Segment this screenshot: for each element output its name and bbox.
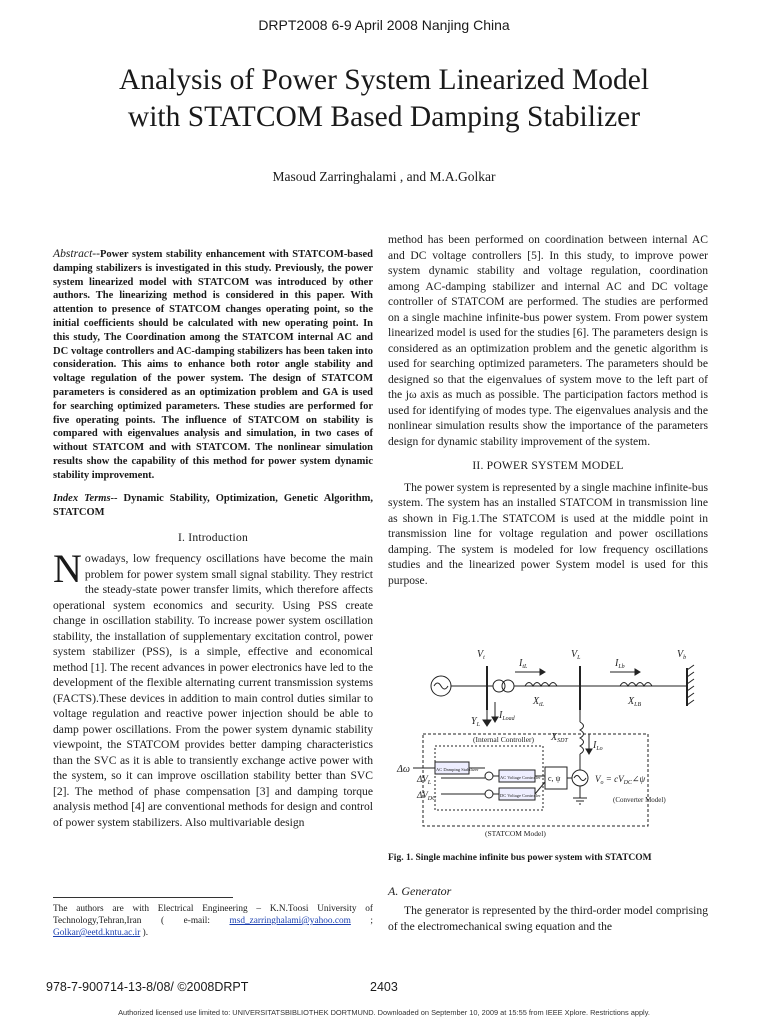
figure-1-diagram: [395, 642, 709, 842]
right-column: [388, 232, 708, 588]
index-terms: [53, 492, 373, 521]
paper-title: [60, 62, 708, 136]
label-yl: $Y_L$: [471, 716, 480, 728]
label-statcom-model: (STATCOM Model): [485, 829, 546, 838]
email-link-1[interactable]: msd_zarringhalami@yahoo.com: [229, 916, 351, 926]
load-arrow-icon: [483, 720, 491, 726]
section-heading-introduction: I. Introduction: [178, 530, 248, 544]
transformer-coil-2: [502, 680, 514, 692]
label-dvdc: $\Delta V_{DC}$: [417, 790, 437, 802]
footnote-rule: [53, 897, 233, 898]
left-column: [53, 247, 373, 830]
introduction-paragraph: [53, 546, 373, 830]
label-ilb: $I_{Lb}$: [615, 658, 625, 670]
section-heading-power-system-model: II. POWER SYSTEM MODEL: [472, 459, 624, 472]
label-vl: $V_L$: [571, 649, 581, 661]
arrow-head-icon: [586, 749, 592, 754]
index-terms-label: Index Terms: [53, 492, 111, 504]
label-vb: $V_b$: [677, 649, 687, 661]
drop-cap: N: [53, 546, 82, 592]
label-iload: $I_{Load}$: [499, 710, 515, 722]
reactance-xlb: [620, 683, 652, 687]
page-number: 2403: [370, 980, 398, 994]
label-vo-equation: $V_o$ = $cV_{DC}\angle\psi$: [595, 774, 646, 786]
label-itl: $I_{tL}$: [519, 658, 528, 670]
right-paragraph-1: method has been performed on coordination between internal AC and DC voltage controllers [5]. In this study, to improve power system dynamic stability and voltage regulation, coordination among AC-damping stabilizer and internal AC and DC voltage controller of STATCOM are performed. The studies are performed on a single machine infinite-bus power system. From power system linearized model is used for the studies [6]. The parameters design is considered as an optimization problem and the genetic algorithm is used for searching optimized parameters. The parameters should be designed so that the eigenvalues of system move to the left part of the jω axis as much as possible. The participation factors method is used for identifying of modes type. The eigenvalues analysis and the nonlinear simulation results show the importance of the parameters design for dynamic stability improvement of the system.: [388, 233, 708, 448]
label-ac-voltage-controller: AC Voltage Controller: [500, 775, 541, 780]
reactance-xtl: [525, 683, 557, 687]
isbn-copyright: 978-7-900714-13-8/08/ ©2008DRPT: [46, 980, 249, 994]
introduction-text: owadays, low frequency oscillations have become the main problem for power system small signal stability. They restrict the steady-state power transfer limits, which therefore affects operational system economics and security. Using PSS create change in oscillation stability. To increase power system oscillation stability, the installation of supplementary excitation control, power system stabilizer (PSS), is a simple, effective and economical method [1]. The recent advances in power electronics have led to the development of the flexible alternating current transmission systems (FACTS).These devices in addition to main control duties similar to voltage regulation and reactive power injection should be able to damp power oscillations. From the power system dynamic stability viewpoint, the STATCOM provides better damping characteristics than the SVC as it is able to transiently exchange active power with the system, so it can improve oscillation stability better than SVC [2]. The method of phase compensation [3] and damping torque analysis method [4] are conventional methods for design and control of power system stabilizers. Also multivariable design: [53, 552, 373, 829]
label-xlb: $X_{LB}$: [628, 696, 642, 708]
title-line-1: Analysis of Power System Linearized Model: [118, 64, 650, 96]
label-dc-voltage-controller: DC Voltage Controller: [500, 793, 541, 798]
label-c-psi: c, ψ: [548, 774, 561, 783]
footnote: [53, 903, 373, 939]
label-delta-omega: Δω: [397, 764, 410, 775]
label-converter-model: (Converter Model): [613, 796, 666, 804]
label-vt: $V_t$: [477, 649, 485, 661]
arrow-head-icon: [635, 669, 640, 675]
label-xsdt: $X_{SDT}$: [551, 732, 568, 744]
generator-wave-icon: [434, 683, 448, 689]
index-terms-text: -- Dynamic Stability, Optimization, Genetic Algorithm, STATCOM: [53, 492, 373, 519]
email-link-2[interactable]: Golkar@eetd.kntu.ac.ir: [53, 928, 141, 938]
arrow-head-icon: [540, 669, 545, 675]
footnote-text: The authors are with Electrical Engineering – K.N.Toosi University of Technology,Tehran,Iran ( e-mail:: [53, 904, 373, 926]
summing-junction-ac: [485, 772, 493, 780]
converter-wave-icon: [574, 776, 586, 781]
label-dvl: $\Delta V_L$: [417, 774, 432, 786]
arrow-head-icon: [492, 717, 498, 722]
license-notice: Authorized licensed use limited to: UNIVERSITATSBIBLIOTHEK DORTMUND. Downloaded on September 10, 2009 at 15:55 from IEEE Xplore. Restrictions apply.: [118, 1008, 650, 1017]
label-internal-controller: (Internal Controller): [473, 735, 535, 744]
reactance-xsdt: [580, 722, 584, 754]
figure-caption: Fig. 1. Single machine infinite bus power system with STATCOM: [388, 853, 652, 863]
title-line-2: with STATCOM Based Damping Stabilizer: [127, 101, 641, 133]
abstract-text: Power system stability enhancement with STATCOM-based damping stabilizers is investigated in this study. Previously, the power system linearized model with STATCOM was introduced by other authors. The linearizing method is considered in this paper. With attention to presence of STATCOM changes operating point, so the initial coefficients should be calculated with new operating point. In this study, The Coordination among the STATCOM internal AC and DC voltage controllers and AC-damping stabilizers has been taken into consideration. This aims to enhance both rotor angle stability and voltage regulation of the power system. The design of STATCOM parameters is considered as an optimization problem and GA is used for searching optimized parameters. These studies are performed for five operating points. The influence of STATCOM on stability is compared with eigenvalues analysis and simulation, in two cases of without STATCOM and with STATCOM. The nonlinear simulation results show the capability of this method for power system dynamic stability improvement.: [53, 249, 373, 481]
subsection-heading-generator: A. Generator: [388, 884, 452, 898]
label-ac-damping: AC Damping Stabilizer: [436, 767, 479, 772]
ground-hatch-icon: [687, 665, 694, 705]
abstract-label: Abstract--: [53, 247, 101, 260]
summing-junction-dc: [485, 790, 493, 798]
ground-icon: [573, 798, 587, 804]
abstract: [53, 247, 373, 483]
footnote-separator: ;: [370, 916, 373, 926]
authors: Masoud Zarringhalami , and M.A.Golkar: [272, 169, 496, 184]
label-ilo: $I_{Lo}$: [593, 740, 603, 752]
conference-header: DRPT2008 6-9 April 2008 Nanjing China: [258, 17, 510, 33]
label-xtl: $X_{tL}$: [533, 696, 545, 708]
right-paragraph-2: The power system is represented by a single machine infinite-bus system. The system has an installed STATCOM in transmission line as shown in Fig.1.The STATCOM is used at the middle point in transmission line for voltage regulation and power oscillations damping. The system is modeled for low frequency oscillations studies and the linearized power System model is used for this purpose.: [388, 480, 708, 587]
generator-paragraph: The generator is represented by the third-order model comprising of the electromechanical swing equation and the: [388, 904, 708, 933]
footnote-end: ).: [142, 928, 149, 938]
